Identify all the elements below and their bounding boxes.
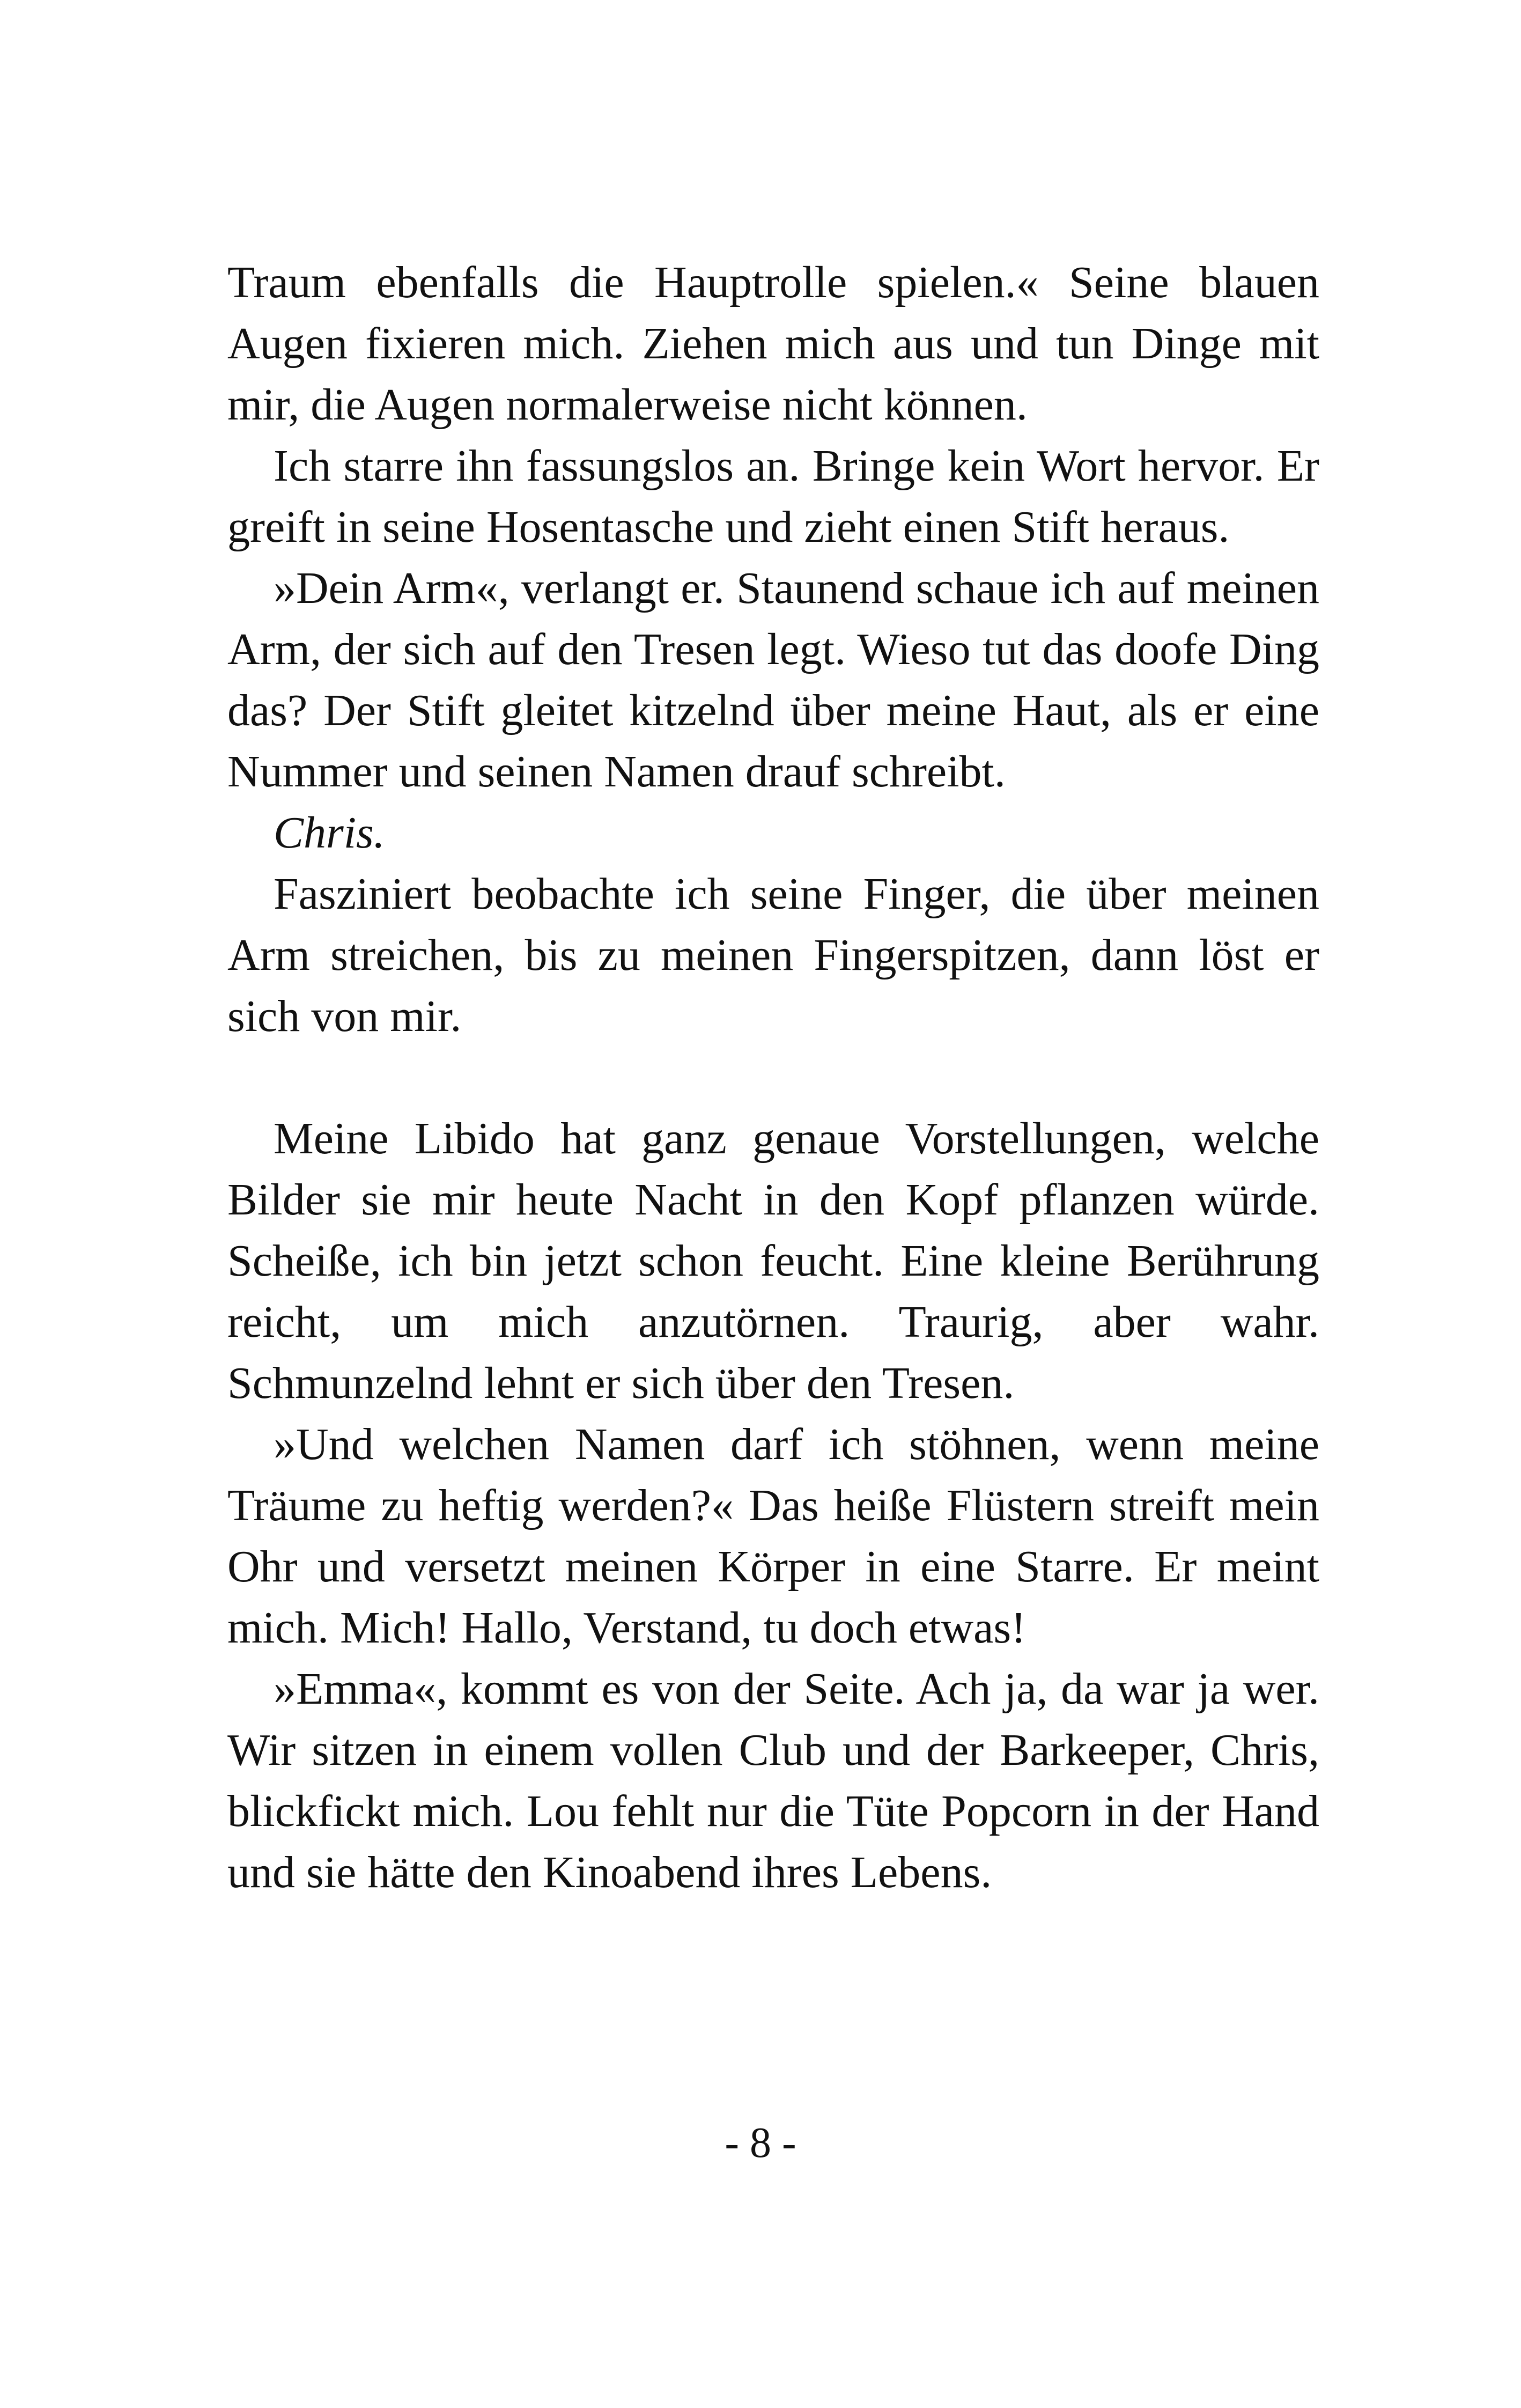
paragraph: Meine Libido hat ganz genaue Vorstellungen, welche Bilder sie mir heute Nacht in den Kopf pflanzen würde. Scheiße, ich bin jetzt schon feucht. Eine kleine Berührung reicht, um mich anzutörnen. Traurig, aber wahr. Schmunzelnd lehnt er sich über den Tresen.	[227, 1114, 1319, 1408]
paragraph: Fasziniert beobachte ich seine Finger, die über meinen Arm streichen, bis zu meinen Fingerspitzen, dann löst er sich von mir.	[227, 869, 1319, 1041]
paragraph-italic: Chris.	[274, 808, 385, 858]
paragraph: Ich starre ihn fassungslos an. Bringe kein Wort hervor. Er greift in seine Hosentasche und zieht einen Stift heraus.	[227, 441, 1319, 552]
page-number: - 8 -	[725, 2119, 796, 2167]
paragraph: »Dein Arm«, verlangt er. Staunend schaue ich auf meinen Arm, der sich auf den Tresen legt. Wieso tut das doofe Ding das? Der Stift gleitet kitzelnd über meine Haut, als er eine Nummer und seinen Namen drauf schreibt.	[227, 563, 1319, 797]
body-text	[227, 252, 1319, 1903]
section-break	[227, 1047, 1319, 1108]
paragraph: »Emma«, kommt es von der Seite. Ach ja, da war ja wer. Wir sitzen in einem vollen Club und der Barkeeper, Chris, blickfickt mich. Lou fehlt nur die Tüte Popcorn in der Hand und sie hätte den Kinoabend ihres Lebens.	[227, 1664, 1319, 1897]
paragraph: »Und welchen Namen darf ich stöhnen, wenn meine Träume zu heftig werden?« Das heiße Flüstern streift mein Ohr und versetzt meinen Körper in eine Starre. Er meint mich. Mich! Hallo, Verstand, tu doch etwas!	[227, 1419, 1319, 1653]
paragraph: Traum ebenfalls die Hauptrolle spielen.« Seine blauen Augen fixieren mich. Ziehen mich aus und tun Dinge mit mir, die Augen normalerweise nicht können.	[227, 257, 1319, 430]
